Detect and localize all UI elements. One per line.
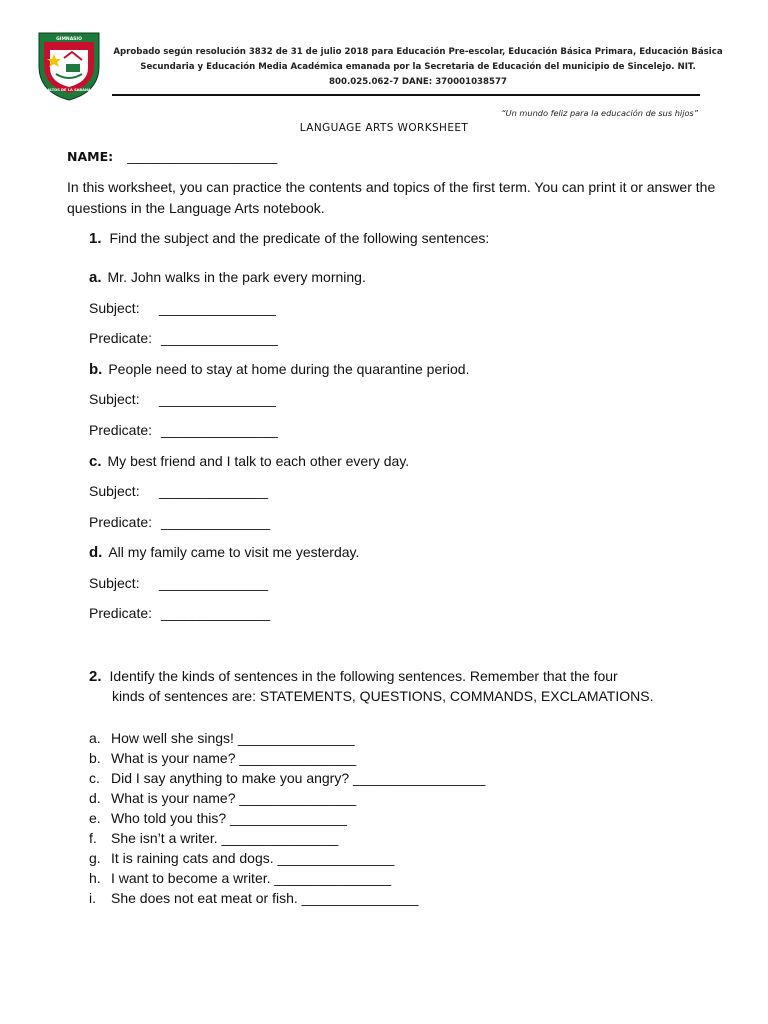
- q2-item-text: Did I say anything to make you angry? _________________: [111, 770, 486, 786]
- q2-item-letter: h.: [89, 870, 101, 886]
- q1-item-d: [89, 544, 359, 561]
- subject-blank[interactable]: ______________: [159, 483, 269, 499]
- school-motto: “Un mundo feliz para la educación de sus hijos”: [501, 108, 698, 118]
- q1-item-c-subject: [89, 483, 268, 499]
- q1-item-sentence: People need to stay at home during the quarantine period.: [108, 361, 470, 377]
- predicate-blank[interactable]: _______________: [161, 422, 278, 438]
- q1-item-b: [89, 361, 470, 378]
- question-1-heading: [89, 228, 489, 249]
- q2-item-text: What is your name? _______________: [111, 790, 357, 806]
- q2-item-b: [89, 748, 356, 768]
- predicate-label: Predicate:: [89, 605, 153, 621]
- question-1-prompt: Find the subject and the predicate of the following sentences:: [109, 230, 490, 246]
- intro-paragraph: In this worksheet, you can practice the contents and topics of the first term. You can print it or answer the questions in the Language Arts notebook.: [67, 179, 716, 216]
- q2-item-letter: c.: [89, 770, 100, 786]
- school-header: [112, 45, 724, 90]
- header-divider: [112, 94, 700, 96]
- q2-item-letter: i.: [89, 890, 96, 906]
- worksheet-title: LANGUAGE ARTS WORKSHEET: [299, 122, 469, 134]
- subject-label: Subject:: [89, 300, 140, 316]
- q2-item-text: She does not eat meat or fish. _______________: [111, 890, 419, 906]
- q1-item-letter: c.: [89, 453, 102, 470]
- subject-label: Subject:: [89, 483, 140, 499]
- name-blank[interactable]: ____________________: [127, 149, 278, 164]
- question-2-prompt-line-2: kinds of sentences are: STATEMENTS, QUESTIONS, COMMANDS, EXCLAMATIONS.: [112, 688, 654, 704]
- q2-item-letter: d.: [89, 790, 101, 806]
- q1-item-a: [89, 269, 366, 286]
- crest-bottom-text: ALTOS DE LA SABANA: [47, 88, 91, 92]
- q2-item-text: What is your name? _______________: [111, 750, 357, 766]
- predicate-label: Predicate:: [89, 422, 153, 438]
- q1-item-letter: b.: [89, 361, 103, 378]
- q1-item-a-predicate: [89, 330, 278, 346]
- q2-item-letter: e.: [89, 810, 101, 826]
- subject-blank[interactable]: ______________: [159, 575, 269, 591]
- predicate-label: Predicate:: [89, 330, 153, 346]
- q1-item-sentence: My best friend and I talk to each other every day.: [107, 453, 410, 469]
- header-line-2: Secundaria y Educación Media Académica emanada por la Secretaria de Educación del municipio de Sincelejo. NIT.: [140, 62, 696, 72]
- school-crest-icon: [36, 30, 102, 102]
- q1-item-letter: a.: [89, 269, 102, 286]
- q2-item-f: [89, 828, 338, 848]
- q1-item-sentence: Mr. John walks in the park every morning.: [107, 269, 366, 285]
- predicate-label: Predicate:: [89, 514, 153, 530]
- q1-item-c: [89, 453, 409, 470]
- predicate-blank[interactable]: ______________: [161, 514, 271, 530]
- subject-blank[interactable]: _______________: [159, 391, 276, 407]
- q2-item-letter: b.: [89, 750, 101, 766]
- crest-top-text: GIMNASIO: [56, 37, 82, 42]
- question-2-prompt-line-1: Identify the kinds of sentences in the following sentences. Remember that the four: [109, 668, 618, 684]
- q2-item-a: [89, 728, 355, 748]
- question-2-number: 2.: [89, 668, 102, 685]
- subject-label: Subject:: [89, 391, 140, 407]
- question-2-heading: [89, 666, 618, 687]
- name-label: NAME:: [67, 149, 114, 164]
- q2-item-h: [89, 868, 391, 888]
- q2-item-letter: f.: [89, 830, 97, 846]
- q2-item-text: Who told you this? _______________: [111, 810, 347, 826]
- q1-item-d-subject: [89, 575, 268, 591]
- header-line-3: 800.025.062-7 DANE: 370001038577: [329, 77, 507, 87]
- q2-item-letter: a.: [89, 730, 101, 746]
- q2-item-g: [89, 848, 394, 868]
- q1-item-sentence: All my family came to visit me yesterday.: [108, 544, 360, 560]
- q1-item-letter: d.: [89, 544, 103, 561]
- q2-item-d: [89, 788, 356, 808]
- q2-item-text: It is raining cats and dogs. _______________: [111, 850, 395, 866]
- q2-item-c: [89, 768, 485, 788]
- predicate-blank[interactable]: ______________: [161, 605, 271, 621]
- q1-item-c-predicate: [89, 514, 270, 530]
- q1-item-d-predicate: [89, 605, 270, 621]
- q2-item-i: [89, 888, 418, 908]
- predicate-blank[interactable]: _______________: [161, 330, 278, 346]
- q2-item-text: She isn’t a writer. _______________: [111, 830, 339, 846]
- q1-item-a-subject: [89, 300, 276, 316]
- q2-item-letter: g.: [89, 850, 101, 866]
- q2-item-text: I want to become a writer. _______________: [111, 870, 392, 886]
- q1-item-b-subject: [89, 391, 276, 407]
- q2-item-e: [89, 808, 347, 828]
- name-row: [67, 149, 277, 164]
- header-line-1: Aprobado según resolución 3832 de 31 de julio 2018 para Educación Pre-escolar, Educación Básica Primara, Educación Básica: [113, 47, 723, 57]
- q1-item-b-predicate: [89, 422, 278, 438]
- subject-blank[interactable]: _______________: [159, 300, 276, 316]
- q2-item-text: How well she sings! _______________: [111, 730, 355, 746]
- question-1-number: 1.: [89, 230, 102, 247]
- subject-label: Subject:: [89, 575, 140, 591]
